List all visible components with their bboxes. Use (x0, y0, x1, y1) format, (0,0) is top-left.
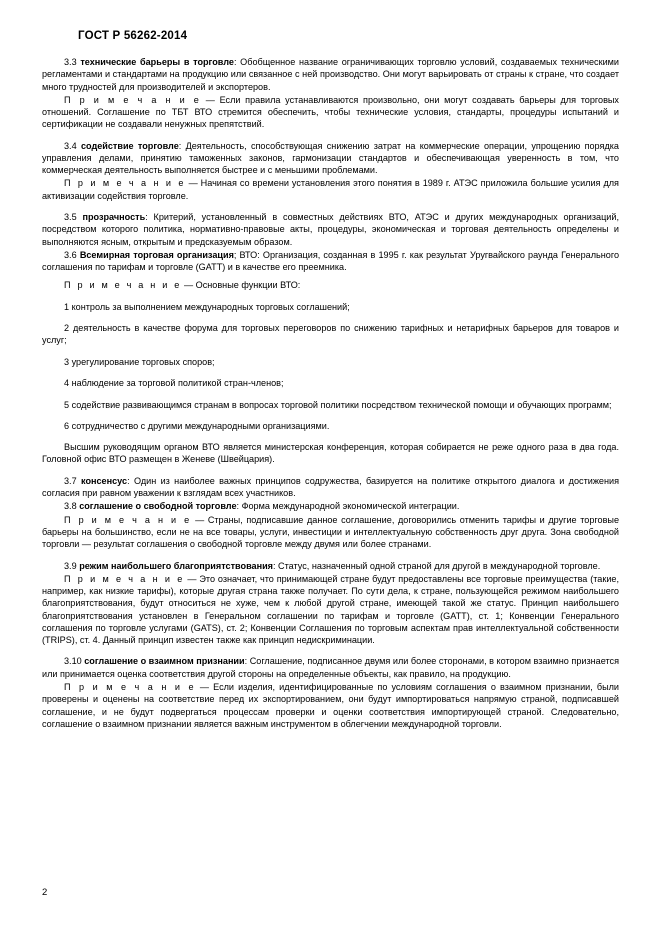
clause-term: режим наибольшего благоприятствования (79, 560, 273, 571)
list-item: 2 деятельность в качестве форума для торговых переговоров по снижению тарифных и нетарифных барьеров для товаров и услуг; (42, 323, 619, 346)
note-3-10 (42, 681, 619, 730)
clause-number: 3.6 (64, 249, 77, 260)
note-label: П р и м е ч а н и е (64, 514, 192, 525)
clause-term: соглашение о свободной торговле (79, 501, 237, 512)
note-dash: — (195, 514, 205, 525)
note-3-9 (42, 573, 619, 647)
clause-text: : Деятельность, способствующая снижению затрат на коммерческие операции, упрощению порядка управления делами, принятию таможенных законов, гармонизации стандартов и обеспечивающая уверенность в том, что коммерческая деятельность выполняется быстрее и с меньшими проблемами. (42, 140, 619, 176)
clause-number: 3.5 (64, 212, 77, 223)
note-dash: — (184, 280, 194, 291)
note-text: Это означает, что принимающей стране будут предоставлены все торговые преимущества (такие, например, как низкие тарифы), которые другая страна также получает. По сути дела, к стране, пользующейся режимом наибольшего благоприятствования, будут относиться не хуже, чем к любой другой стране, имеющей такой же статус. Принцип наибольшего благоприятствования установлен в Генеральном соглашении по тарифам и торговле (GATT), ст. 1; Конвенции Генерального соглашения по торговле услугами (GATS), ст. 2; Конвенции Соглашения по торговым аспектам прав интеллектуальной собственности (TRIPS), ст. 4. Данный принцип известен также как принцип недискриминации. (42, 573, 620, 646)
clause-3-9 (42, 560, 619, 572)
clause-term: соглашение о взаимном признании (84, 656, 245, 667)
clause-number: 3.7 (64, 475, 77, 486)
clause-3-10 (42, 655, 619, 680)
list-item: 3 урегулирование торговых споров; (64, 356, 215, 367)
note-text: Если изделия, идентифицированные по условиям соглашения о взаимном признании, были проверены и оценены на соответствие перед их экспортированием, они будут импортироваться напрямую страной, подписавшей соглашение, и не будут подвергаться процессам проверки и оценки соответствия импортирующей страной. Следовательно, соглашение о взаимном признании является важным инструментом в облегчении международной торговли. (42, 682, 619, 729)
clause-3-3 (42, 56, 619, 93)
note-dash: — (188, 178, 198, 189)
note-text: Если правила устанавливаются произвольно, они могут создавать барьеры для торговых отношений. Соглашение по ТБТ ВТО стремится обеспечить, чтобы технические условия, стандарты, процедуры испытаний и сертификации не создавали ненужных препятствий. (42, 94, 619, 130)
note-3-4 (42, 177, 619, 202)
note-label: П р и м е ч а н и е (64, 94, 202, 105)
clause-text: : Обобщенное название ограничивающих торговлю условий, создаваемых техническими регламентами и стандартами на продукцию или связанное с ней производство. Они могут варьировать от страны к стране, что создает много трудностей для производителей и экспортеров. (42, 57, 619, 92)
note-label: П р и м е ч а н и е (64, 280, 182, 291)
clause-3-4 (42, 140, 619, 177)
clause-text: : Критерий, установленный в совместных действиях ВТО, АТЭС и других международных организаций, посредством которого политика, нормативно-правовые акты, процедуры, экономическая и торговая деятельность определены и выполняются ясным, открытым и предсказуемым образом. (42, 212, 619, 247)
note-text: Начиная со времени установления этого понятия в 1989 г. АТЭС приложила большие усилия для активизации содействия торговле. (42, 178, 619, 201)
clause-term: содействие торговле (80, 140, 179, 151)
note-3-6 (42, 279, 619, 291)
clause-number: 3.4 (64, 140, 77, 151)
list-item: 5 содействие развивающимся странам в вопросах торговой политики посредством технической помощи и обучающих программ; (64, 399, 612, 410)
clause-term: консенсус (81, 475, 128, 486)
clause-number: 3.9 (64, 560, 77, 571)
note-label: П р и м е ч а н и е (64, 573, 185, 584)
note-3-8 (42, 514, 619, 551)
note-text: Страны, подписавшие данное соглашение, договорились отменить тарифы и другие торговые барьеры на большинство, если не на все товары, услуги, инвестиции и интеллектуальную собственность друг друга. Зона свободной торговли — результат соглашения о свободной торговле между двумя или более странами. (42, 514, 620, 550)
clause-text: : Соглашение, подписанное двумя или более сторонами, в котором взаимно признается или принимается оценка соответствия другой стороны на определенные объекты, как правило, на продукцию. (42, 656, 620, 679)
note-label: П р и м е ч а н и е (64, 682, 196, 693)
clause-text: : Один из наиболее важных принципов содружества, базируется на политике открытого диалога и достижения согласия при равном уважении к взглядам всех участников. (42, 475, 619, 499)
document-body (42, 56, 619, 730)
clause-text: ; ВТО: Организация, созданная в 1995 г. как результат Уругвайского раунда Генерального соглашения по тарифам и торговле (GATT) и в качестве его преемника. (42, 249, 620, 273)
clause-3-5 (42, 211, 619, 248)
clause-text: : Форма международной экономической интеграции. (236, 501, 460, 512)
note-text: Основные функции ВТО: (195, 280, 301, 291)
clause-3-6 (42, 249, 619, 274)
wto-tail-paragraph: Высшим руководящим органом ВТО является министерская конференция, которая собирается не реже одного раза в два года. Головной офис ВТО размещен в Женеве (Швейцария). (42, 442, 619, 465)
clause-number: 3.10 (64, 656, 82, 667)
clause-text: : Статус, назначенный одной страной для другой в международной торговле. (273, 560, 601, 571)
clause-3-8 (42, 500, 619, 512)
note-3-3 (42, 94, 619, 131)
note-dash: — (187, 573, 197, 584)
clause-term: технические барьеры в торговле (80, 57, 234, 67)
page-number: 2 (42, 887, 48, 898)
clause-number: 3.8 (64, 501, 77, 512)
note-dash: — (199, 682, 209, 693)
clause-number: 3.3 (64, 57, 77, 67)
list-item: 6 сотрудничество с другими международными организациями. (64, 420, 330, 431)
clause-term: Всемирная торговая организация (79, 249, 234, 260)
note-dash: — (205, 94, 215, 105)
note-label: П р и м е ч а н и е (64, 178, 186, 189)
list-item: 4 наблюдение за торговой политикой стран-членов; (64, 378, 284, 389)
clause-term: прозрачность (82, 212, 146, 223)
clause-3-7 (42, 475, 619, 500)
wto-functions-list (42, 301, 619, 432)
document-header: ГОСТ Р 56262-2014 (78, 30, 188, 42)
list-item: 1 контроль за выполнением международных торговых соглашений; (64, 301, 350, 312)
